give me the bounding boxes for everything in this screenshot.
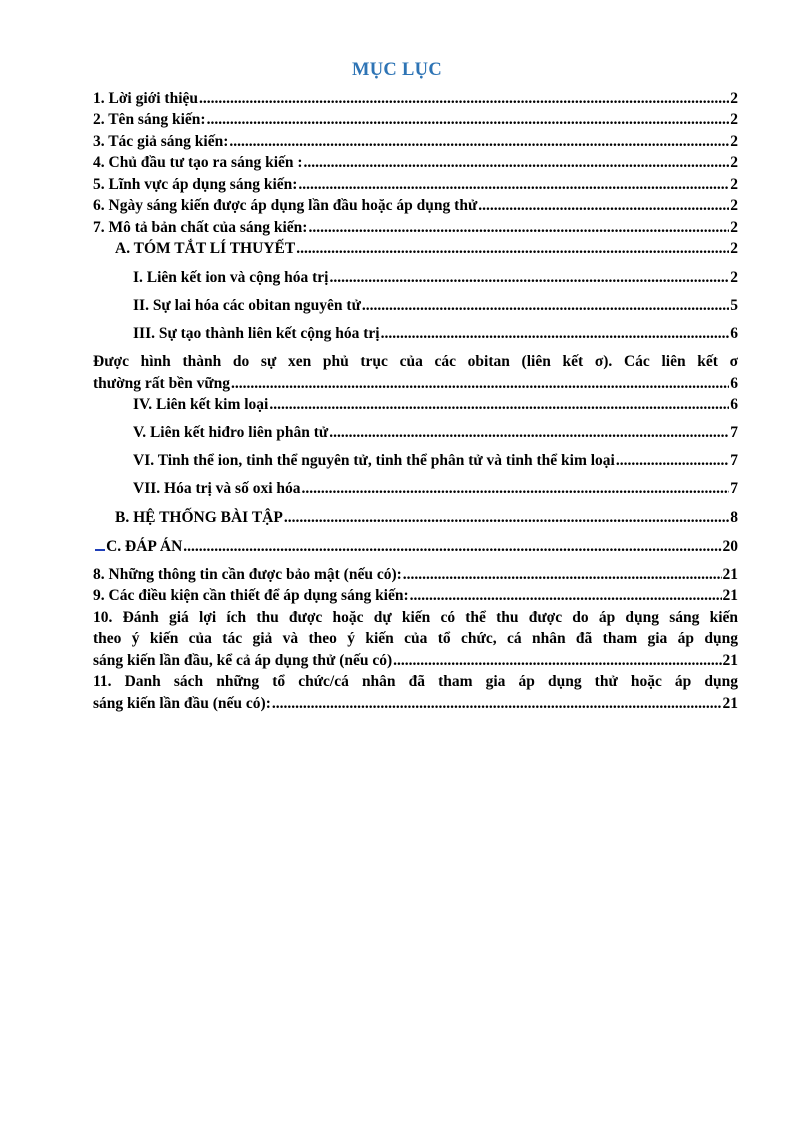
toc-page-number: 2 — [730, 197, 738, 214]
toc-entry-label: II. Sự lai hóa các obitan nguyên tử — [133, 297, 361, 314]
toc-entry-6[interactable] — [93, 195, 738, 216]
toc-page-number: 8 — [730, 509, 738, 526]
toc-entry-7[interactable] — [93, 217, 738, 238]
toc-page-number: 2 — [730, 269, 738, 286]
toc-leader-dots — [199, 88, 729, 109]
toc-entry-label: IV. Liên kết kim loại — [133, 396, 269, 413]
toc-entry-8[interactable] — [93, 564, 738, 585]
toc-leader-dots — [329, 422, 729, 443]
toc-page-number: 2 — [730, 176, 738, 193]
toc-entry-4[interactable] — [93, 152, 738, 173]
toc-page-number: 20 — [722, 538, 738, 555]
toc-page-number: 2 — [730, 133, 738, 150]
toc-entry-section-b[interactable] — [115, 507, 738, 528]
toc-entry-label: 7. Mô tả bản chất của sáng kiến: — [93, 219, 308, 236]
toc-entry-section-a[interactable] — [115, 238, 738, 259]
toc-page-number: 2 — [730, 219, 738, 236]
toc-entry-label: 1. Lời giới thiệu — [93, 90, 199, 107]
toc-entry-label: 3. Tác giả sáng kiến: — [93, 133, 229, 150]
toc-leader-dots — [616, 450, 729, 471]
toc-entry-3[interactable] — [93, 131, 738, 152]
toc-page-number: 6 — [730, 325, 738, 342]
toc-leader-dots — [296, 238, 729, 259]
toc-page-number: 7 — [730, 480, 738, 497]
toc-entry-5[interactable] — [93, 174, 738, 195]
toc-entry-a-v[interactable] — [133, 422, 738, 443]
toc-leader-dots — [362, 295, 729, 316]
toc-entry-label: 9. Các điều kiện cần thiết để áp dụng sáng kiến: — [93, 587, 409, 604]
toc-leader-dots — [269, 394, 729, 415]
toc-entry-label: 5. Lĩnh vực áp dụng sáng kiến: — [93, 176, 298, 193]
toc-entry-label: A. TÓM TẮT LÍ THUYẾT — [115, 240, 296, 257]
toc-entry-sigma-line1: Được hình thành do sự xen phủ trục của các obitan (liên kết σ). Các liên kết σ — [93, 353, 738, 370]
toc-entry-label: 6. Ngày sáng kiến được áp dụng lần đầu hoặc áp dụng thử — [93, 197, 478, 214]
toc-page-number: 7 — [730, 452, 738, 469]
toc-entry-a-vii[interactable] — [133, 478, 738, 499]
toc-leader-dots — [381, 323, 730, 344]
toc-leader-dots — [302, 478, 730, 499]
toc-entry-10[interactable] — [93, 650, 738, 671]
toc-entry-a-ii[interactable] — [133, 295, 738, 316]
toc-leader-dots — [284, 507, 729, 528]
toc-entry-label: VII. Hóa trị và số oxi hóa — [133, 480, 301, 497]
toc-leader-dots — [229, 131, 729, 152]
toc-entry-11-line1: 11. Danh sách những tổ chức/cá nhân đã tham gia áp dụng thử hoặc áp dụng — [93, 673, 738, 690]
toc-page-number: 21 — [722, 587, 738, 604]
toc-page-number: 2 — [730, 154, 738, 171]
toc-entry-a-vi[interactable] — [133, 450, 738, 471]
toc-title: MỤC LỤC — [352, 60, 442, 80]
toc-leader-dots — [304, 152, 730, 173]
toc-leader-dots — [207, 109, 730, 130]
toc-entry-11[interactable] — [93, 693, 738, 714]
toc-entry-label: V. Liên kết hiđro liên phân tử — [133, 424, 329, 441]
toc-entry-10-line1: 10. Đánh giá lợi ích thu được hoặc dự kiến có thể thu được do áp dụng sáng kiến — [93, 609, 738, 626]
toc-entry-sigma[interactable] — [93, 373, 738, 394]
toc-entry-10-line2: theo ý kiến của tác giả và theo ý kiến của tổ chức, cá nhân đã tham gia áp dụng — [93, 630, 738, 647]
toc-entry-label: 4. Chủ đầu tư tạo ra sáng kiến : — [93, 154, 303, 171]
toc-page-number: 2 — [730, 240, 738, 257]
toc-entry-label: thường rất bền vững — [93, 375, 230, 392]
toc-entry-label: C. ĐÁP ÁN — [106, 538, 183, 555]
toc-entry-label: 2. Tên sáng kiến: — [93, 111, 206, 128]
toc-page-number: 2 — [730, 111, 738, 128]
toc-leader-dots — [231, 373, 729, 394]
toc-entry-a-i[interactable] — [133, 267, 738, 288]
toc-leader-dots — [393, 650, 721, 671]
toc-entry-a-iv[interactable] — [133, 394, 738, 415]
toc-entry-label: III. Sự tạo thành liên kết cộng hóa trị — [133, 325, 380, 342]
toc-leader-dots — [410, 585, 722, 606]
toc-leader-dots — [183, 536, 721, 557]
toc-entry-a-iii[interactable] — [133, 323, 738, 344]
toc-entry-9[interactable] — [93, 585, 738, 606]
toc-leader-dots — [308, 217, 729, 238]
toc-page-number: 21 — [722, 566, 738, 583]
toc-entry-2[interactable] — [93, 109, 738, 130]
toc-entry-label: I. Liên kết ion và cộng hóa trị — [133, 269, 329, 286]
toc-leader-dots — [478, 195, 729, 216]
toc-leader-dots — [403, 564, 722, 585]
toc-page-number: 5 — [730, 297, 738, 314]
tab-marker-underline — [95, 547, 105, 551]
toc-leader-dots — [329, 267, 729, 288]
toc-entry-1[interactable] — [93, 88, 738, 109]
toc-leader-dots — [272, 693, 722, 714]
toc-entry-label: sáng kiến lần đầu (nếu có): — [93, 695, 271, 712]
toc-page-number: 21 — [722, 695, 738, 712]
toc-entry-label: sáng kiến lần đầu, kể cả áp dụng thử (nếu có) — [93, 652, 393, 669]
toc-entry-section-c[interactable] — [95, 536, 738, 557]
toc-page-number: 6 — [730, 396, 738, 413]
toc-leader-dots — [298, 174, 729, 195]
toc-entry-label: 8. Những thông tin cần được bảo mật (nếu có): — [93, 566, 402, 583]
toc-entry-label: VI. Tinh thể ion, tinh thể nguyên tử, tinh thể phân tử và tinh thể kim loại — [133, 452, 615, 469]
toc-page-number: 21 — [722, 652, 738, 669]
toc-page-number: 6 — [730, 375, 738, 392]
toc-page-number: 7 — [730, 424, 738, 441]
toc-page-number: 2 — [730, 90, 738, 107]
toc-entry-label: B. HỆ THỐNG BÀI TẬP — [115, 509, 283, 526]
